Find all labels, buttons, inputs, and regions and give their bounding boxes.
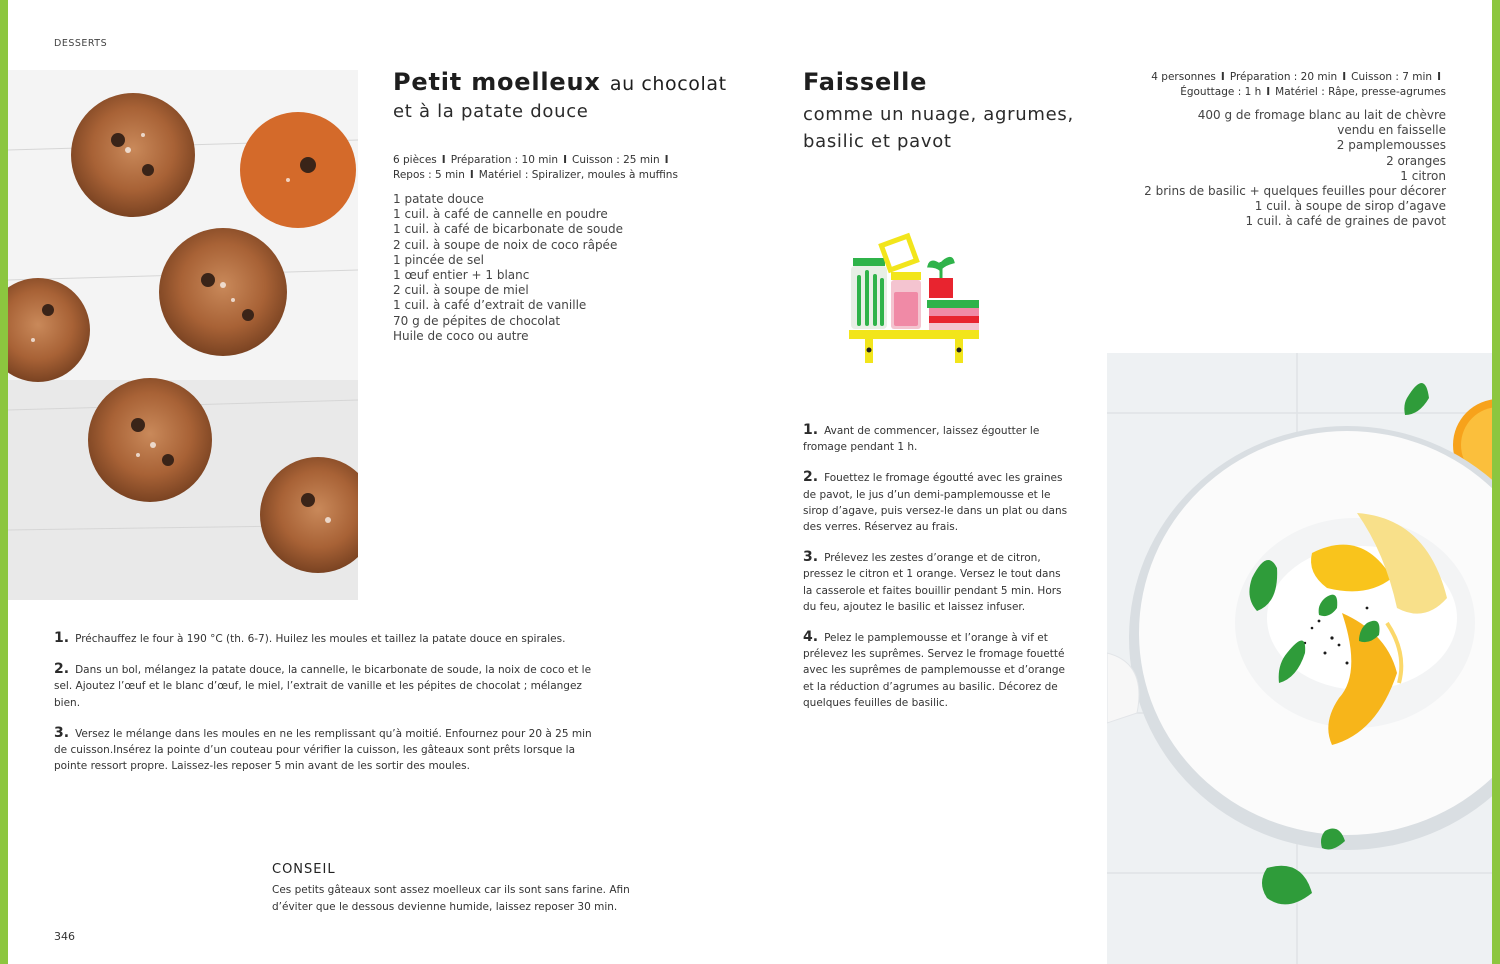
- recipe-subtitle-right: comme un nuage, agrumes, basilic et pavot: [803, 104, 1074, 152]
- list-item: 1 cuil. à café de cannelle en poudre: [393, 207, 608, 222]
- step-text: Prélevez les zestes d’orange et de citron, pressez le citron et 1 orange. Versez le tout dans la casserole et faites bouillir pendant 5 min. Hors du feu, ajoutez le basilic et laissez infuser.: [803, 552, 1062, 613]
- page-number-left: 346: [54, 930, 75, 943]
- list-item: 1 citron: [1400, 168, 1446, 183]
- list-item: 1 cuil. à café de bicarbonate de soude: [393, 222, 623, 237]
- meta-equipment: Matériel : Spiralizer, moules à muffins: [478, 169, 678, 181]
- meta-line-1: 4 personnes I Préparation : 20 min I Cuisson : 7 min I: [1151, 71, 1441, 83]
- list-item: [803, 629, 1073, 711]
- list-item: 2 oranges: [1386, 153, 1446, 168]
- list-item: 1 cuil. à soupe de sirop d’agave: [1254, 199, 1446, 214]
- meta-servings: 4 personnes: [1151, 71, 1216, 83]
- step-list-left: [54, 630, 594, 788]
- list-item: 2 cuil. à soupe de noix de coco râpée: [393, 237, 618, 252]
- list-item: [54, 661, 594, 711]
- list-item: [54, 725, 594, 775]
- meta-line-1: 6 pièces I Préparation : 10 min I Cuisson : 25 min I: [393, 154, 669, 166]
- list-item: [803, 469, 1073, 535]
- step-text: Fouettez le fromage égoutté avec les graines de pavot, le jus d’un demi-pamplemousse et le sirop d’agave, puis versez-le dans un plat ou dans des verres. Réservez au frais.: [803, 472, 1068, 534]
- list-item: [803, 549, 1073, 615]
- step-text: Dans un bol, mélangez la patate douce, la cannelle, le bicarbonate de soude, la noix de coco et le sel. Ajoutez l’œuf et le blanc d’œuf, le miel, l’extrait de vanille et les pépites de chocolat ; mélangez bien.: [54, 664, 592, 709]
- step-number: 3.: [803, 549, 819, 566]
- meta-draining: Égouttage : 1 h: [1180, 86, 1262, 98]
- step-number: 4.: [803, 629, 819, 646]
- step-number: 2.: [54, 661, 70, 678]
- list-item: 1 cuil. à café de graines de pavot: [1245, 214, 1446, 229]
- list-item: vendu en faisselle: [1337, 123, 1446, 138]
- recipe-title-left: [393, 68, 727, 96]
- meta-cook: Cuisson : 25 min: [571, 154, 660, 166]
- step-number: 1.: [803, 422, 819, 438]
- recipe-subtitle-left: et à la patate douce: [393, 101, 589, 122]
- meta-line-2: Égouttage : 1 h I Matériel : Râpe, presse-agrumes: [1180, 86, 1446, 98]
- shelf-illustration: [845, 232, 985, 372]
- recipe-title-bold: Petit moelleux: [393, 68, 601, 96]
- muffins-photo: [8, 70, 358, 600]
- list-item: 2 cuil. à soupe de miel: [393, 283, 529, 298]
- step-number: 1.: [54, 630, 70, 646]
- tip-title: CONSEIL: [272, 862, 336, 877]
- recipe-meta-right: [1151, 70, 1446, 100]
- meta-prep: Préparation : 10 min: [450, 154, 559, 166]
- meta-cook: Cuisson : 7 min: [1351, 71, 1433, 83]
- list-item: [54, 630, 594, 647]
- list-item: 1 pincée de sel: [393, 252, 484, 267]
- ingredient-list-left: [393, 192, 623, 344]
- list-item: 70 g de pépites de chocolat: [393, 313, 561, 328]
- meta-equipment: Matériel : Râpe, presse-agrumes: [1275, 86, 1446, 98]
- step-text: Pelez le pamplemousse et l’orange à vif et prélevez les suprêmes. Servez le fromage fouetté avec les suprêmes de pamplemousse et d’orange et la réduction d’agrumes au basilic. Décorez de quelques feuilles de basilic.: [803, 632, 1065, 709]
- list-item: 2 pamplemousses: [1336, 138, 1446, 153]
- recipe-meta-left: [393, 153, 678, 183]
- meta-line-2: Repos : 5 min I Matériel : Spiralizer, moules à muffins: [393, 169, 678, 181]
- list-item: [803, 422, 1073, 455]
- step-text: Préchauffez le four à 190 °C (th. 6-7). Huilez les moules et taillez la patate douce en spirales.: [75, 633, 566, 645]
- ingredient-list-right: [1144, 108, 1446, 230]
- step-number: 3.: [54, 724, 70, 741]
- list-item: Huile de coco ou autre: [393, 328, 529, 343]
- step-number: 2.: [803, 469, 819, 486]
- section-label: DESSERTS: [54, 38, 108, 49]
- step-text: Avant de commencer, laissez égoutter le fromage pendant 1 h.: [803, 425, 1040, 454]
- page-edge-left: [0, 0, 8, 964]
- tip-text: Ces petits gâteaux sont assez moelleux car ils sont sans farine. Afin d’éviter que le dessous devienne humide, laissez reposer 30 min.: [272, 884, 630, 913]
- recipe-title-right: Faisselle: [803, 68, 928, 96]
- list-item: 1 patate douce: [393, 192, 484, 206]
- list-item: 400 g de fromage blanc au lait de chèvre: [1197, 108, 1446, 122]
- list-item: 1 cuil. à café d’extrait de vanille: [393, 298, 587, 313]
- meta-rest: Repos : 5 min: [393, 169, 465, 181]
- list-item: 2 brins de basilic + quelques feuilles pour décorer: [1144, 184, 1446, 199]
- page-edge-right: [1492, 0, 1500, 964]
- step-text: Versez le mélange dans les moules en ne les remplissant qu’à moitié. Enfournez pour 20 à 25 min de cuisson.Insérez la pointe d’un couteau pour vérifier la cuisson, les gâteaux sont prêts lorsque la pointe ressort propre. Laissez-les reposer 5 min avant de les sortir des moules.: [54, 727, 592, 773]
- list-item: 1 œuf entier + 1 blanc: [393, 268, 530, 283]
- meta-prep: Préparation : 20 min: [1229, 71, 1338, 83]
- faisselle-photo: [1107, 353, 1492, 964]
- meta-servings: 6 pièces: [393, 154, 437, 166]
- recipe-title-light: au chocolat: [609, 73, 727, 95]
- step-list-right: [803, 422, 1073, 725]
